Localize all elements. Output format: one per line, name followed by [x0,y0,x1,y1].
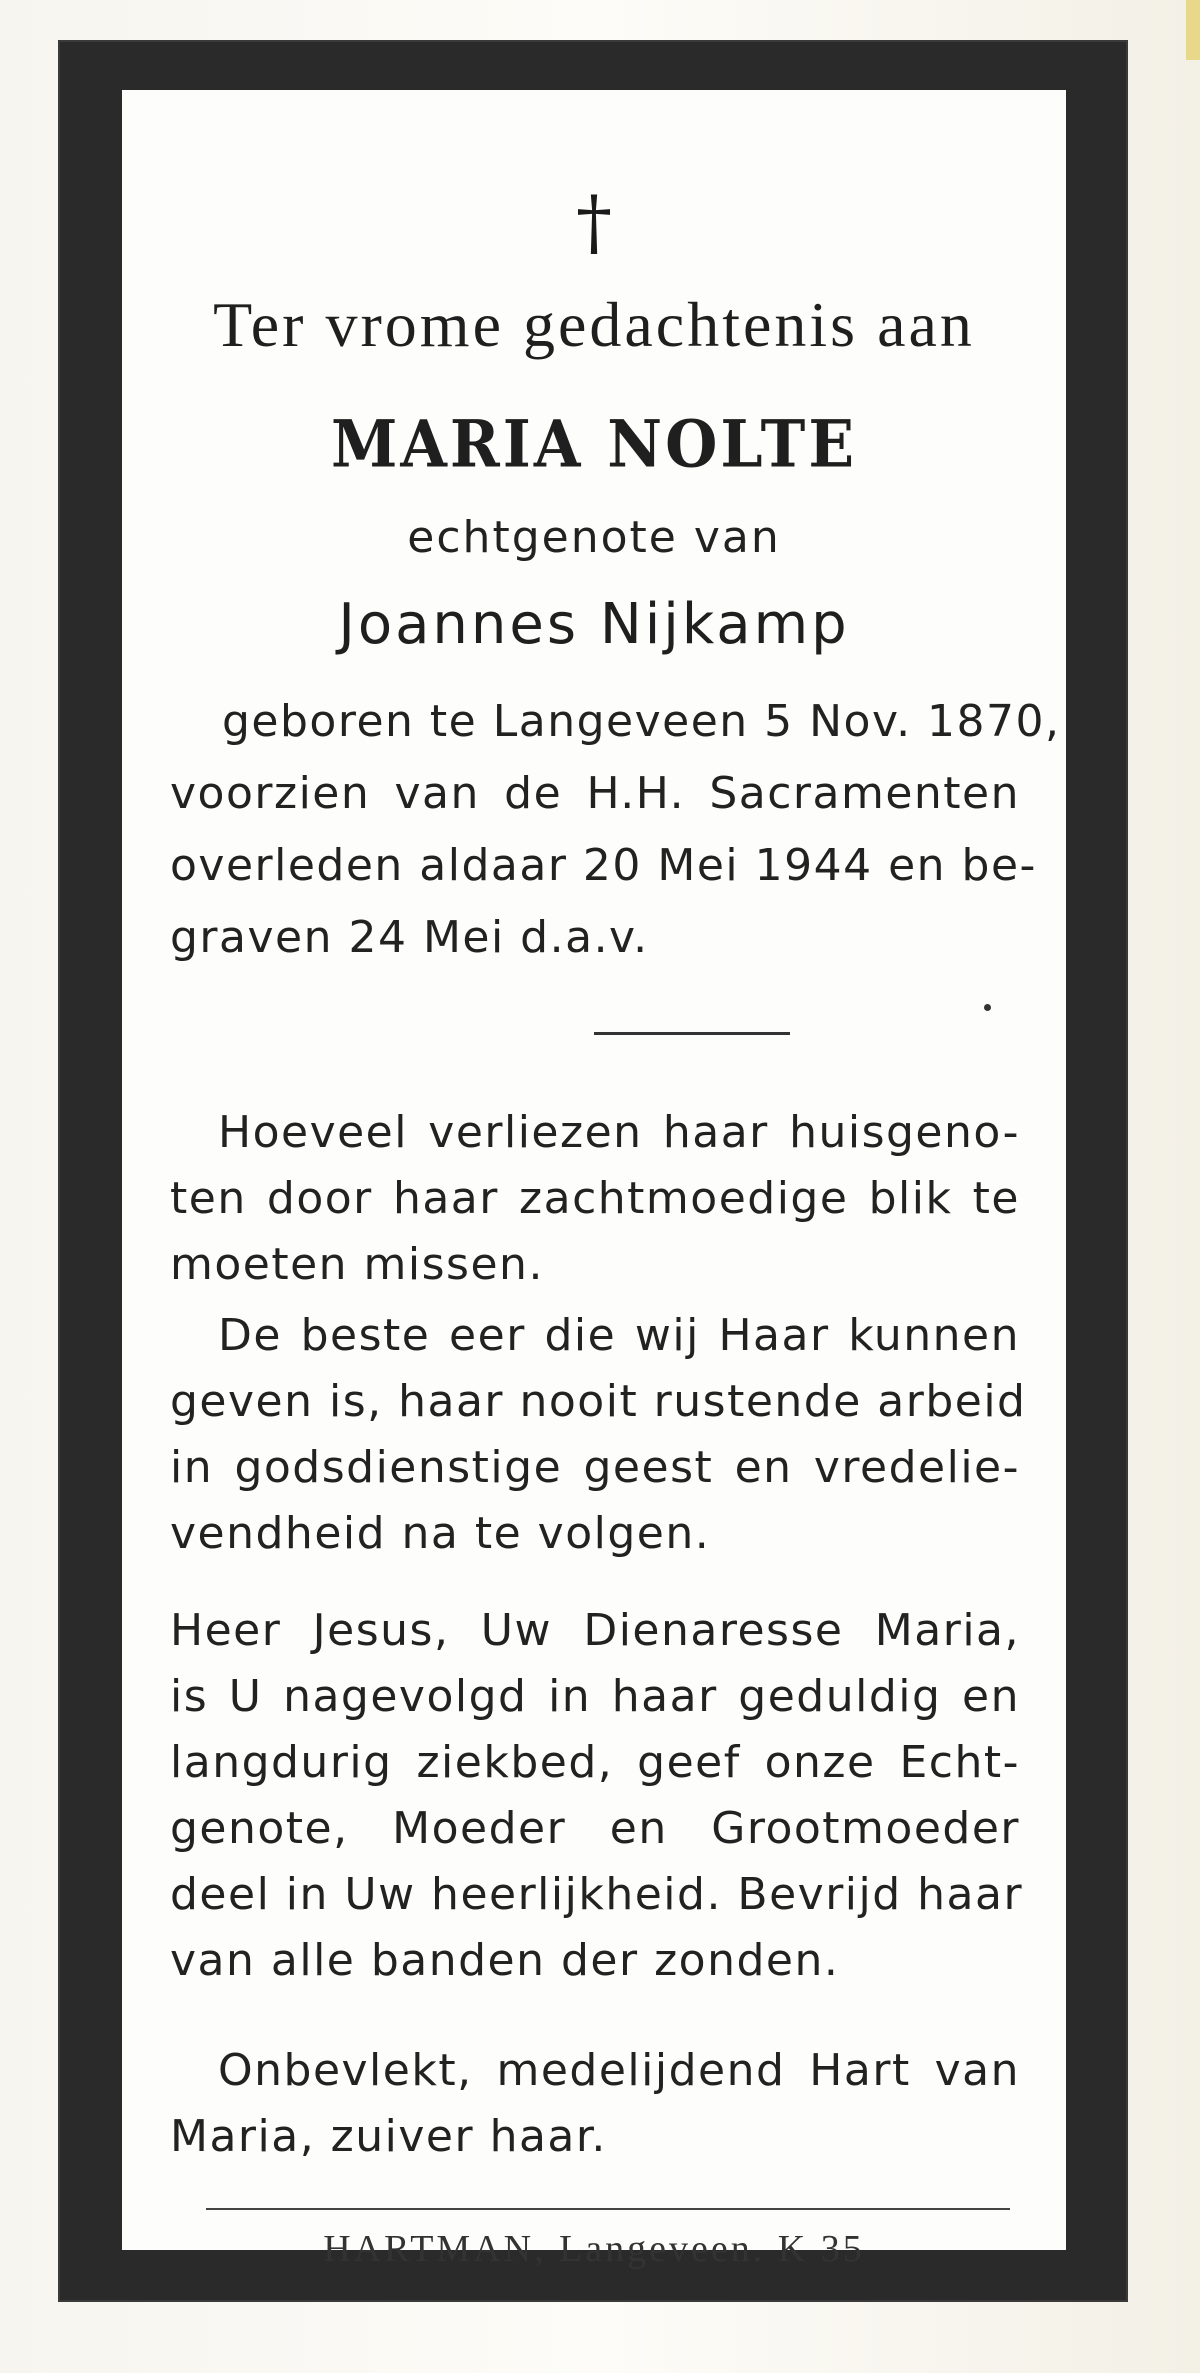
deceased-name: MARIA NOLTE [330,407,858,483]
footer-rule [206,2208,1010,2210]
card-inner-panel [122,90,1066,2270]
paragraph [170,1100,1020,1298]
paragraph [170,1303,1027,1567]
paragraph-line: van alle banden der zonden. [170,1935,840,1986]
paragraph-line: ten door haar zachtmoedige blik te [170,1173,1020,1224]
memory-heading: Ter vrome gedachtenis aan [213,289,975,360]
publisher-imprint: HARTMAN, Langeveen. K 35 [323,2228,865,2270]
spouse-intro: echtgenote van [407,512,781,563]
bio-line: graven 24 Mei d.a.v. [170,912,649,963]
print-speck [984,1004,991,1011]
paragraph-line: De beste eer die wij Haar kunnen [218,1310,1020,1361]
paragraph-line: langdurig ziekbed, geef onze Echt- [170,1737,1020,1788]
paragraph-line: deel in Uw heerlijkheid. Bevrijd haar [170,1869,1024,1920]
paragraph-line: moeten missen. [170,1239,544,1290]
biography [170,686,1061,974]
bio-line: voorzien van de H.H. Sacramenten [170,768,1020,819]
spouse-name: Joannes Nijkamp [338,592,850,657]
paragraph [170,1598,1024,1994]
paragraph [170,2038,1020,2170]
cross-icon: † [576,180,612,264]
paragraph-line: Hoeveel verliezen haar huisgeno- [218,1107,1020,1158]
card-content [122,90,1066,2270]
paper-edge [1186,0,1200,60]
divider [594,1032,790,1035]
paragraph-line: geven is, haar nooit rustende arbeid [170,1376,1027,1427]
paragraph-line: vendheid na te volgen. [170,1508,711,1559]
paragraph-line: in godsdienstige geest en vredelie- [170,1442,1020,1493]
paragraph-line: Onbevlekt, medelijdend Hart van [218,2045,1020,2096]
bio-line: overleden aldaar 20 Mei 1944 en be- [170,840,1037,891]
paragraph-line: is U nagevolgd in haar geduldig en [170,1671,1020,1722]
bio-line: geboren te Langeveen 5 Nov. 1870, [222,696,1061,747]
paragraph-line: genote, Moeder en Grootmoeder [170,1803,1020,1854]
paragraph-line: Maria, zuiver haar. [170,2111,607,2162]
memorial-card [58,40,1128,2302]
paragraph-line: Heer Jesus, Uw Dienaresse Maria, [170,1605,1020,1656]
